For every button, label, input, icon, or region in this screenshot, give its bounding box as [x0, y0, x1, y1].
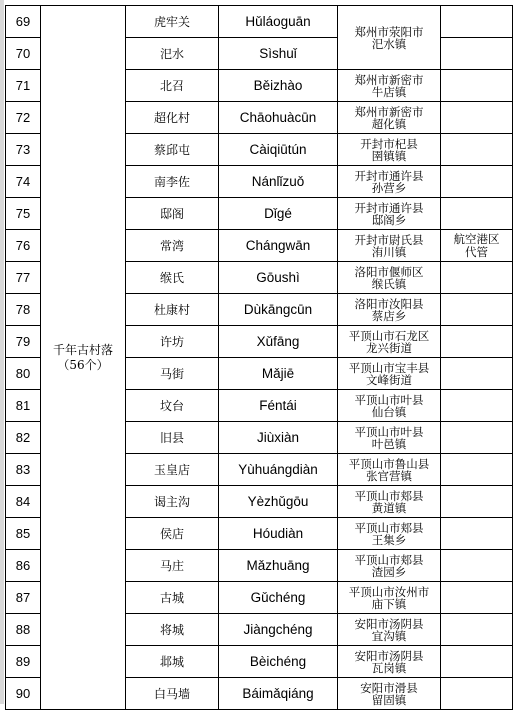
note-cell: [441, 230, 513, 262]
pinyin-cell: Běizhào: [219, 70, 338, 102]
pinyin-cell: Jiàngchéng: [219, 614, 338, 646]
pinyin-cell: Jiùxiàn: [219, 422, 338, 454]
note-cell: [441, 198, 513, 230]
pinyin-cell: Yèzhǔgōu: [219, 486, 338, 518]
location-line: 圉镇镇: [371, 148, 407, 163]
location-line: 安阳市滑县: [360, 680, 418, 695]
location-cell: [338, 614, 441, 646]
location-cell: [338, 70, 441, 102]
location-cell: [338, 294, 441, 326]
note-cell: [441, 678, 513, 710]
row-number-cell: 74: [6, 166, 41, 198]
note-cell: [441, 326, 513, 358]
row-number-cell: 85: [6, 518, 41, 550]
pinyin-cell: Yùhuángdiàn: [219, 454, 338, 486]
row-number-cell: 81: [6, 390, 41, 422]
location-cell: [338, 646, 441, 678]
pinyin-cell: Chángwān: [219, 230, 338, 262]
location-line: 平顶山市郏县: [354, 552, 424, 567]
note-cell: [441, 262, 513, 294]
village-name-cell: 汜水: [126, 38, 219, 70]
location-line: 开封市通许县: [354, 200, 424, 215]
row-number-cell: 71: [6, 70, 41, 102]
row-number-cell: 84: [6, 486, 41, 518]
location-cell: [338, 102, 441, 134]
location-line: 文峰街道: [366, 372, 412, 387]
row-number-cell: 82: [6, 422, 41, 454]
village-table: [5, 5, 513, 710]
note-cell: [441, 390, 513, 422]
row-number-cell: 70: [6, 38, 41, 70]
location-cell: [338, 550, 441, 582]
pinyin-cell: Mǎzhuāng: [219, 550, 338, 582]
row-number-cell: 87: [6, 582, 41, 614]
location-line: 开封市杞县: [360, 136, 418, 151]
location-line: 仙台镇: [371, 404, 407, 419]
village-name-cell: 马街: [126, 358, 219, 390]
location-cell: [338, 486, 441, 518]
location-line: 平顶山市郏县: [354, 520, 424, 535]
location-line: 牛店镇: [371, 84, 407, 99]
location-cell: [338, 230, 441, 262]
location-line: 蔡店乡: [371, 308, 407, 323]
location-line: 开封市尉氏县: [354, 232, 424, 247]
location-line: 缑氏镇: [371, 276, 407, 291]
pinyin-cell: Dǐgé: [219, 198, 338, 230]
location-line: 王集乡: [371, 532, 407, 547]
note-cell: [441, 550, 513, 582]
village-name-cell: 坟台: [126, 390, 219, 422]
row-number-cell: 75: [6, 198, 41, 230]
row-number-cell: 72: [6, 102, 41, 134]
pinyin-cell: Gǔchéng: [219, 582, 338, 614]
location-cell: [338, 326, 441, 358]
location-line: 安阳市汤阴县: [354, 616, 424, 631]
location-line: 平顶山市叶县: [354, 392, 424, 407]
location-cell: [338, 518, 441, 550]
note-cell: [441, 294, 513, 326]
page-gutter: [0, 0, 4, 704]
location-line: 汜水镇: [371, 36, 407, 51]
village-name-cell: 蔡邱屯: [126, 134, 219, 166]
note-cell: [441, 358, 513, 390]
location-cell: [338, 390, 441, 422]
pinyin-cell: Càiqiūtún: [219, 134, 338, 166]
pinyin-cell: Dùkāngcūn: [219, 294, 338, 326]
category-cell: [41, 6, 126, 710]
note-cell: [441, 6, 513, 38]
location-cell: [338, 422, 441, 454]
location-line: 庙下镇: [371, 596, 407, 611]
note-cell: [441, 422, 513, 454]
location-cell: [338, 262, 441, 294]
pinyin-cell: Báimǎqiáng: [219, 678, 338, 710]
pinyin-cell: Nánlǐzuǒ: [219, 166, 338, 198]
note-cell: [441, 582, 513, 614]
village-name-cell: 超化村: [126, 102, 219, 134]
pinyin-cell: Mǎjiē: [219, 358, 338, 390]
village-name-cell: 缑氏: [126, 262, 219, 294]
pinyin-cell: Féntái: [219, 390, 338, 422]
note-line: 代管: [465, 244, 488, 259]
village-name-cell: 古城: [126, 582, 219, 614]
village-name-cell: 马庄: [126, 550, 219, 582]
location-line: 渣园乡: [371, 564, 407, 579]
pinyin-cell: Chāohuàcūn: [219, 102, 338, 134]
location-line: 郑州市荥阳市: [354, 24, 424, 39]
village-name-cell: 虎牢关: [126, 6, 219, 38]
row-number-cell: 73: [6, 134, 41, 166]
village-name-cell: 谒主沟: [126, 486, 219, 518]
village-name-cell: 侯店: [126, 518, 219, 550]
location-line: 郑州市新密市: [354, 72, 424, 87]
note-line: 航空港区: [453, 231, 500, 246]
location-cell: [338, 582, 441, 614]
village-name-cell: 杜康村: [126, 294, 219, 326]
location-line: 平顶山市叶县: [354, 424, 424, 439]
row-number-cell: 78: [6, 294, 41, 326]
category-label-line: （56个）: [57, 357, 109, 372]
location-line: 叶邑镇: [371, 436, 407, 451]
location-cell: [338, 6, 441, 70]
village-name-cell: 旧县: [126, 422, 219, 454]
village-name-cell: 南李佐: [126, 166, 219, 198]
row-number-cell: 83: [6, 454, 41, 486]
note-cell: [441, 102, 513, 134]
note-cell: [441, 134, 513, 166]
note-cell: [441, 486, 513, 518]
location-line: 张官营镇: [366, 468, 412, 483]
pinyin-cell: Gōushì: [219, 262, 338, 294]
location-line: 洧川镇: [371, 244, 407, 259]
row-number-cell: 88: [6, 614, 41, 646]
note-cell: [441, 70, 513, 102]
location-line: 洛阳市偃师区: [354, 264, 424, 279]
row-number-cell: 77: [6, 262, 41, 294]
location-line: 开封市通许县: [354, 168, 424, 183]
row-number-cell: 86: [6, 550, 41, 582]
village-table-body: [6, 6, 513, 710]
pinyin-cell: Hǔláoguān: [219, 6, 338, 38]
location-line: 留固镇: [371, 692, 407, 707]
location-cell: [338, 134, 441, 166]
location-line: 安阳市汤阴县: [354, 648, 424, 663]
row-number-cell: 80: [6, 358, 41, 390]
row-number-cell: 69: [6, 6, 41, 38]
location-line: 郑州市新密市: [354, 104, 424, 119]
village-name-cell: 许坊: [126, 326, 219, 358]
location-cell: [338, 166, 441, 198]
note-cell: [441, 166, 513, 198]
village-name-cell: 邶城: [126, 646, 219, 678]
location-line: 超化镇: [371, 116, 407, 131]
note-cell: [441, 38, 513, 70]
village-name-cell: 将城: [126, 614, 219, 646]
row-number-cell: 89: [6, 646, 41, 678]
location-line: 邸阁乡: [371, 212, 407, 227]
location-line: 平顶山市宝丰县: [348, 360, 430, 375]
location-line: 平顶山市石龙区: [348, 328, 430, 343]
village-name-cell: 邸阁: [126, 198, 219, 230]
location-line: 黄道镇: [371, 500, 407, 515]
location-cell: [338, 454, 441, 486]
table-row: [6, 6, 513, 38]
note-cell: [441, 518, 513, 550]
row-number-cell: 79: [6, 326, 41, 358]
location-line: 平顶山市郏县: [354, 488, 424, 503]
pinyin-cell: Hóudiàn: [219, 518, 338, 550]
pinyin-cell: Xǔfāng: [219, 326, 338, 358]
note-cell: [441, 614, 513, 646]
location-line: 宜沟镇: [371, 628, 407, 643]
location-line: 龙兴街道: [366, 340, 412, 355]
location-line: 平顶山市汝州市: [348, 584, 430, 599]
village-name-cell: 玉皇店: [126, 454, 219, 486]
note-cell: [441, 646, 513, 678]
location-line: 洛阳市汝阳县: [354, 296, 424, 311]
row-number-cell: 90: [6, 678, 41, 710]
village-name-cell: 北召: [126, 70, 219, 102]
location-line: 平顶山市鲁山县: [348, 456, 430, 471]
row-number-cell: 76: [6, 230, 41, 262]
village-name-cell: 常湾: [126, 230, 219, 262]
location-cell: [338, 198, 441, 230]
pinyin-cell: Bèichéng: [219, 646, 338, 678]
location-cell: [338, 358, 441, 390]
village-name-cell: 白马墙: [126, 678, 219, 710]
location-line: 孙营乡: [371, 180, 407, 195]
category-label-line: 千年古村落: [52, 342, 113, 357]
location-line: 瓦岗镇: [371, 660, 407, 675]
location-cell: [338, 678, 441, 710]
note-cell: [441, 454, 513, 486]
pinyin-cell: Sìshuǐ: [219, 38, 338, 70]
